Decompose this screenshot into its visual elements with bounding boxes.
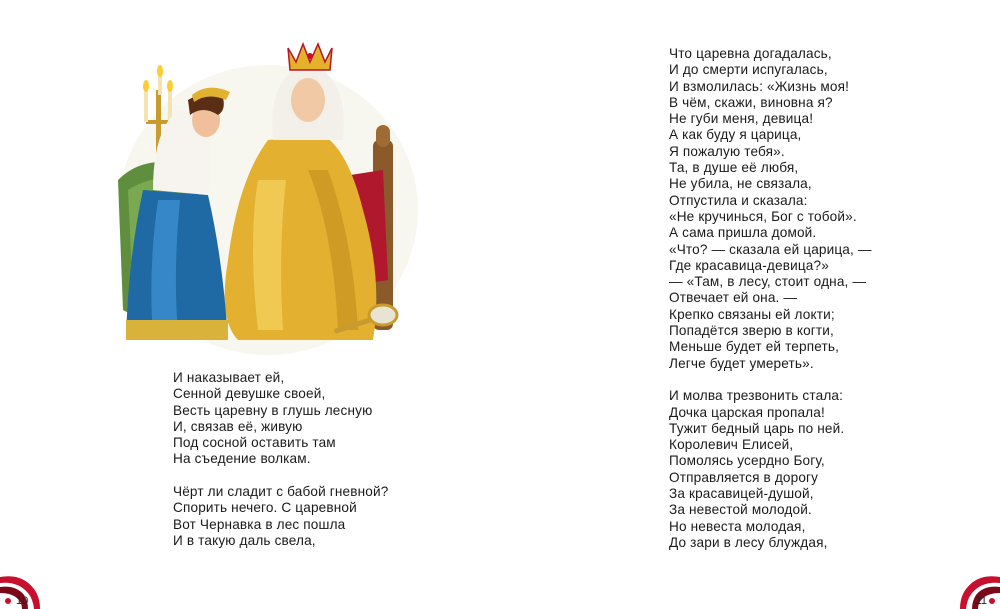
verse-line: — «Там, в лесу, стоит одна, — <box>669 274 867 290</box>
verse-line: Дочка царская пропала! <box>669 404 825 420</box>
verse-line: А сама пришла домой. <box>669 225 817 241</box>
verse-line: Отправляется в дорогу <box>669 469 819 485</box>
verse-line: Что царевна догадалась, <box>669 46 832 61</box>
verse-line: На съедение волкам. <box>173 451 311 467</box>
verse-line: В чём, скажи, виновна я? <box>669 94 833 110</box>
verse-line: Спорить нечего. С царевной <box>173 500 357 516</box>
verse-line: «Не кручинься, Бог с тобой». <box>669 208 857 224</box>
verse-line: Тужит бедный царь по ней. <box>669 420 845 436</box>
verse-line: Я пожалую тебя». <box>669 143 785 159</box>
verse-line: И взмолилась: «Жизнь моя! <box>669 78 850 94</box>
page-number: 11 <box>975 595 987 607</box>
stanza-gap <box>173 468 388 484</box>
verse-line: Та, в душе её любя, <box>669 160 799 176</box>
verse-line: Чёрт ли сладит с бабой гневной? <box>173 484 389 500</box>
verse-line: Где красавица-девица?» <box>669 257 829 273</box>
page-number: 10 <box>16 595 29 607</box>
verse-line: Попадётся зверю в когти, <box>669 323 834 339</box>
verse-line: За красавицей-душой, <box>669 486 814 502</box>
verse-line: За невестой молодой. <box>669 502 812 518</box>
verse-line: Весть царевну в глушь лесную <box>173 402 373 418</box>
verse-line: Помолясь усердно Богу, <box>669 453 825 469</box>
verse-line: И, связав её, живую <box>173 418 303 434</box>
verse-line: Меньше будет ей терпеть, <box>669 339 840 355</box>
verse-line: Крепко связаны ей локти; <box>669 306 835 322</box>
verse-line: Отпустила и сказала: <box>669 192 808 208</box>
verse-line: И молва трезвонить стала: <box>669 388 844 404</box>
verse-line: И в такую даль свела, <box>173 532 316 548</box>
verse-line: Отвечает ей она. — <box>669 290 798 306</box>
verse-line: Легче будет умереть». <box>669 355 814 371</box>
verse-line: Но невеста молодая, <box>669 518 806 534</box>
right-verse <box>669 46 872 551</box>
verse-line: «Что? — сказала ей царица, — <box>669 241 872 257</box>
verse-line: Не губи меня, девица! <box>669 111 814 127</box>
verse-line: Под сосной оставить там <box>173 435 336 451</box>
verse-line: Королевич Елисей, <box>669 437 794 453</box>
verse-line: Вот Чернавка в лес пошла <box>173 516 346 532</box>
verse-line: И наказывает ей, <box>173 370 285 385</box>
illustration-tsaritsa-and-servant-icon <box>108 30 418 360</box>
verse-line: Не убила, не связала, <box>669 176 812 192</box>
verse-line: А как буду я царица, <box>669 127 802 143</box>
left-verse <box>173 370 388 549</box>
right-page <box>500 0 1000 609</box>
verse-line: До зари в лесу блуждая, <box>669 534 828 550</box>
stanza-gap <box>669 372 872 388</box>
verse-line: И до смерти испугалась, <box>669 62 828 78</box>
verse-line: Сенной девушке своей, <box>173 386 326 402</box>
